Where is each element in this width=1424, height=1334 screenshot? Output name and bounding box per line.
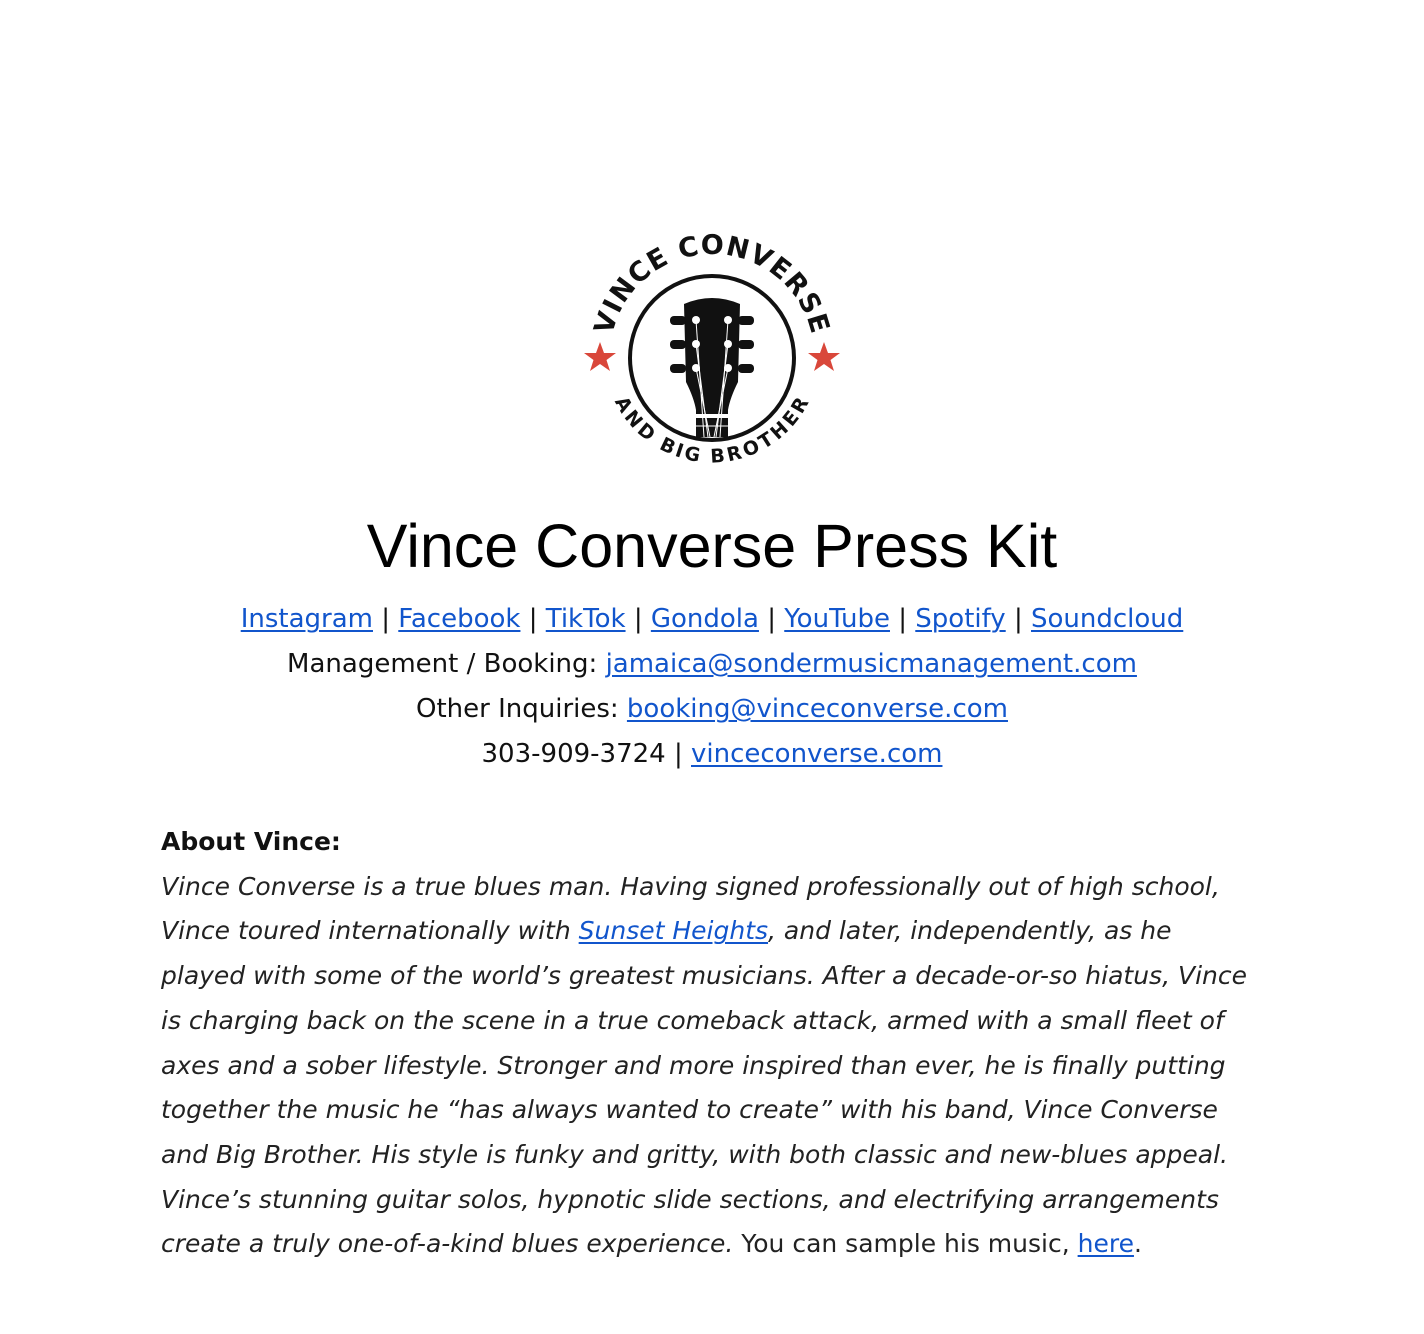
youtube-link[interactable]: YouTube [784, 604, 890, 634]
guitar-headstock-icon [670, 298, 754, 437]
star-left-icon [584, 342, 616, 371]
gondola-link[interactable]: Gondola [650, 604, 759, 634]
separator: | [673, 739, 683, 769]
phone-number: 303-909-3724 [481, 739, 666, 769]
spotify-link[interactable]: Spotify [915, 604, 1006, 634]
website-link[interactable]: vinceconverse.com [691, 739, 943, 769]
inquiries-row [0, 687, 1424, 732]
about-section [161, 820, 1261, 1267]
phone-row [0, 732, 1424, 777]
management-email-link[interactable]: jamaica@sondermusicmanagement.com [605, 649, 1137, 679]
about-text-main: , and later, independently, as he played with some of the world’s greatest musicians. After a decade-or-so hiatus, Vince is charging back on the scene in a true comeback attack, armed with a small fleet of axes and a sober lifestyle. Stronger and more inspired than ever, he is finally putting together the music he “has always wanted to create” with his band, Vince Converse and Big Brother. His style is funky and gritty, with both classic and new-blues appeal. Vince’s stunning guitar solos, hypnotic slide sections, and electrifying arrangements create a truly one-of-a-kind blues experience. [161, 916, 1247, 1259]
inquiries-label: Other Inquiries: [416, 694, 619, 724]
instagram-link[interactable]: Instagram [240, 604, 373, 634]
separator: | [898, 604, 908, 634]
soundcloud-link[interactable]: Soundcloud [1031, 604, 1184, 634]
about-text-tail: You can sample his music, [733, 1229, 1078, 1259]
separator: | [381, 604, 391, 634]
inquiries-email-link[interactable]: booking@vinceconverse.com [626, 694, 1008, 724]
page-title: Vince Converse Press Kit [366, 512, 1058, 580]
star-right-icon [808, 342, 840, 371]
tiktok-link[interactable]: TikTok [545, 604, 626, 634]
about-text-end: . [1133, 1229, 1142, 1259]
band-logo [578, 232, 846, 480]
separator: | [767, 604, 776, 634]
sunset-heights-link[interactable]: Sunset Heights [578, 916, 769, 946]
separator: | [633, 604, 643, 634]
about-body [161, 865, 1261, 1267]
logo-bottom-text: AND BIG BROTHER [610, 392, 814, 468]
separator: | [528, 604, 538, 634]
management-label: Management / Booking: [287, 649, 598, 679]
facebook-link[interactable]: Facebook [398, 604, 521, 634]
sample-music-link[interactable]: here [1077, 1229, 1134, 1259]
separator: | [1013, 604, 1023, 634]
management-row [0, 642, 1424, 687]
about-text-intro: Vince Converse is a true blues man. Having signed professionally out of high school, Vince toured internationally with [161, 871, 1220, 946]
logo-top-text: VINCE CONVERSE [588, 232, 836, 338]
about-heading: About Vince: [161, 827, 341, 856]
social-links-row [0, 597, 1424, 642]
contact-block [0, 597, 1424, 777]
